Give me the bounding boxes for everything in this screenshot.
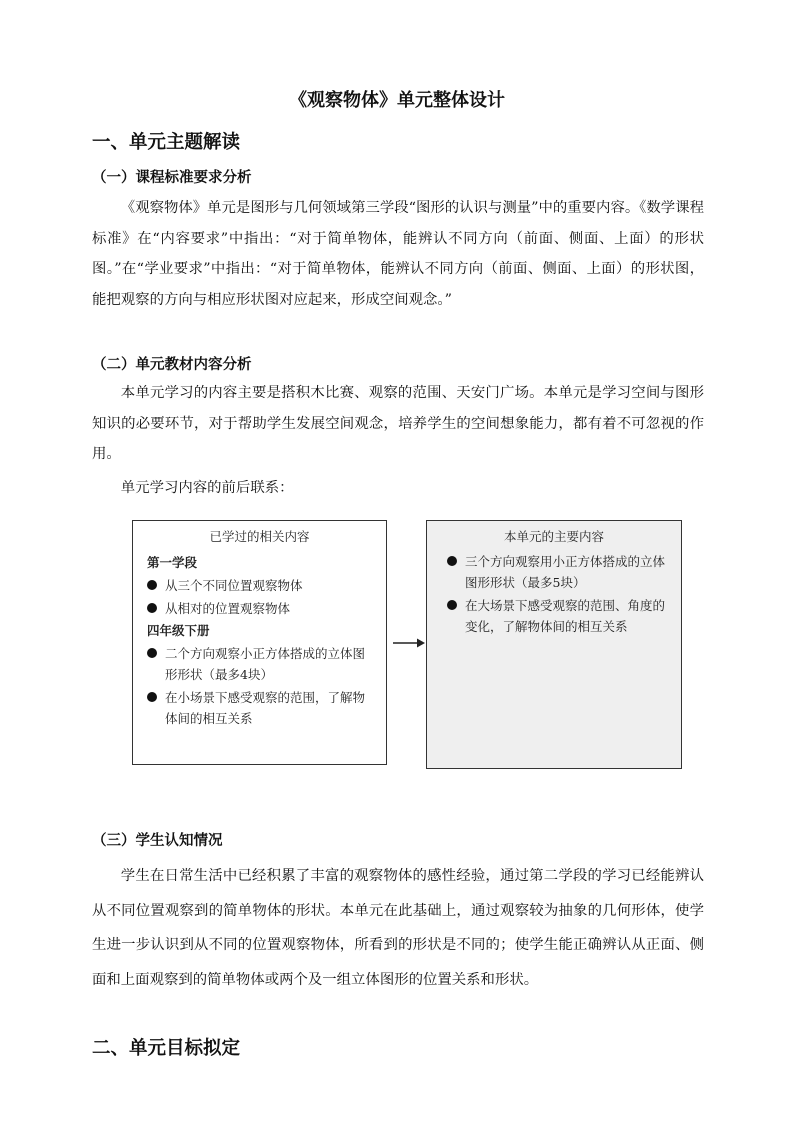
bullet-icon xyxy=(147,648,157,658)
curriculum-standard-paragraph: 《观察物体》单元是图形与几何领域第三学段“图形的认识与测量”中的重要内容。《数学课程标准》在“内容要求”中指出：“对于简单物体，能辨认不同方向（前面、侧面、上面）的形状图。”在“学业要求”中指出：“对于简单物体，能辨认不同方向（前面、侧面、上面）的形状图，能把观察的方向与相应形状图对应起来，形成空间观念。” xyxy=(92,200,704,308)
bullet-icon xyxy=(147,580,157,590)
list-item: 从三个不同位置观察物体 xyxy=(147,575,376,596)
subsection-1-heading: （一）课程标准要求分析 xyxy=(92,170,252,186)
content-links-intro: 单元学习内容的前后联系： xyxy=(120,480,294,496)
list-item: 三个方向观察用小正方体搭成的立体图形形状（最多5块） xyxy=(447,551,671,593)
subsection-2-heading: （二）单元教材内容分析 xyxy=(92,357,252,373)
group-grade-4: 四年级下册 xyxy=(147,623,210,638)
arrow-right-icon xyxy=(393,637,425,649)
section-1-heading: 一、单元主题解读 xyxy=(92,132,241,153)
bullet-icon xyxy=(147,603,157,613)
unit-content-box xyxy=(426,520,682,769)
group-stage-1: 第一学段 xyxy=(147,555,198,570)
prior-content-box xyxy=(132,520,387,765)
list-item: 在小场景下感受观察的范围，了解物体间的相互关系 xyxy=(147,687,376,729)
list-item: 二个方向观察小正方体搭成的立体图形形状（最多4块） xyxy=(147,643,376,685)
list-item: 在大场景下感受观察的范围、角度的变化，了解物体间的相互关系 xyxy=(447,595,671,637)
document-title: 《观察物体》单元整体设计 xyxy=(289,90,505,111)
subsection-3-heading: （三）学生认知情况 xyxy=(92,833,223,849)
student-cognition-paragraph: 学生在日常生活中已经积累了丰富的观察物体的感性经验，通过第二学段的学习已经能辨认从不同位置观察到的简单物体的形状。本单元在此基础上，通过观察较为抽象的几何形体，使学生进一步认识到从不同的位置观察物体，所看到的形状是不同的；使学生能正确辨认从正面、侧面和上面观察到的简单物体或两个及一组立体图形的位置关系和形状。 xyxy=(92,868,704,988)
prior-content-header: 已学过的相关内容 xyxy=(209,529,310,544)
bullet-icon xyxy=(447,556,457,566)
section-2-heading: 二、单元目标拟定 xyxy=(92,1038,241,1059)
bullet-icon xyxy=(147,692,157,702)
list-item: 从相对的位置观察物体 xyxy=(147,598,376,619)
textbook-content-paragraph: 本单元学习的内容主要是搭积木比赛、观察的范围、天安门广场。本单元是学习空间与图形知识的必要环节，对于帮助学生发展空间观念，培养学生的空间想象能力，都有着不可忽视的作用。 xyxy=(92,385,704,462)
bullet-icon xyxy=(447,600,457,610)
unit-content-header: 本单元的主要内容 xyxy=(503,529,604,544)
